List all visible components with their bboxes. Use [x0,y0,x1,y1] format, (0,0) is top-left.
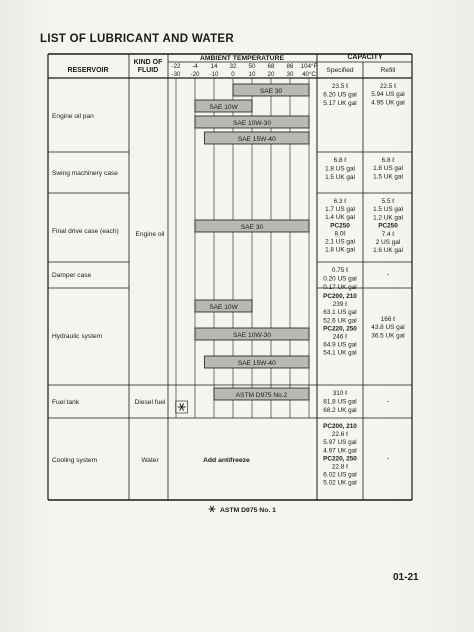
specified-capacity: 81.8 US gal [323,398,357,406]
specified-capacity: PC220, 250 [323,325,357,333]
specified-capacity: 0.20 US gal [323,275,357,283]
temp-tick-f: -4 [192,63,198,70]
specified-capacity: 2.1 US gal [325,238,355,246]
refill-capacity: 6.8 ℓ [381,157,395,164]
reservoir-label: Hydraulic system [52,333,103,340]
specified-capacity: 68.2 UK gal [323,406,357,414]
refill-capacity: 1.5 UK gal [373,173,403,181]
specified-capacity: 6.02 US gal [323,471,357,479]
oil-grade-label: SAE 10W [209,104,238,111]
refill-capacity: 1.2 UK gal [373,214,403,222]
refill-capacity: 36.5 UK gal [371,332,405,340]
reservoir-label: Swing machinery case [52,170,118,177]
oil-grade-label: SAE 10W-30 [233,120,271,127]
refill-capacity: 2 US gal [375,239,401,246]
temp-tick-c: 20 [267,71,275,78]
header-capacity: CAPACITY [347,54,383,61]
reservoir-label: Fuel tank [52,399,80,406]
snowflake-icon [178,404,186,411]
refill-capacity: 1.5 US gal [373,206,403,214]
specified-capacity: 246 ℓ [332,333,348,341]
page-number: 01-21 [393,572,419,583]
page-title: LIST OF LUBRICANT AND WATER [40,33,234,45]
refill-capacity: 22.5 ℓ [379,83,397,90]
temp-tick-c: 0 [231,71,235,78]
oil-grade-label: SAE 15W-40 [237,360,276,367]
temp-tick-f: 14 [210,63,218,70]
reservoir-label: Engine oil pan [52,113,94,120]
specified-capacity: 8.0ℓ [334,230,346,238]
snowflake-icon [209,506,216,512]
temp-tick-c: -20 [190,71,200,78]
specified-capacity: 22.6 ℓ [331,431,349,439]
specified-capacity: 64.9 US gal [323,341,357,349]
specified-capacity: 5.02 UK gal [323,479,357,487]
temp-tick-c: 30 [286,71,294,78]
header-kind-of-fluid: KIND OF [133,59,163,66]
specified-capacity: 310 ℓ [332,390,348,397]
specified-capacity: 1.4 UK gal [325,214,355,222]
specified-capacity: 6.8 ℓ [333,157,347,164]
refill-capacity: 43.8 US gal [371,324,405,332]
refill-capacity: 1.6 UK gal [373,247,403,255]
specified-capacity: PC200, 210 [323,423,357,430]
header-kind-of-fluid: FLUID [137,67,159,74]
specified-capacity: 63.1 US gal [323,309,357,317]
header-refill: Refill [380,67,396,74]
fluid-water: Water [141,457,159,464]
specified-capacity: 4.97 UK gal [323,447,357,455]
temp-tick-f: 32 [229,63,237,70]
specified-capacity: 6.3 ℓ [333,198,347,205]
header-specified: Specified [326,67,354,74]
reservoir-label: Damper case [52,272,92,279]
oil-grade-label: SAE 30 [259,88,283,95]
specified-capacity: 6.20 US gal [323,91,357,99]
specified-capacity: 0.75 ℓ [331,267,349,274]
refill-capacity: - [386,456,390,463]
oil-grade-label: SAE 10W-30 [233,332,271,339]
refill-capacity: 166 ℓ [380,316,396,323]
refill-capacity: 5.5 ℓ [381,198,395,205]
reservoir-label: Cooling system [52,457,98,464]
temp-tick-c: -30 [171,71,181,78]
oil-grade-label: SAE 10W [209,304,238,311]
footnote-astm: ASTM D975 No. 1 [220,507,276,514]
header-ambient-temperature: AMBIENT TEMPERATURE [199,55,285,62]
refill-capacity: - [386,272,390,279]
specified-capacity: 5.97 US gal [323,439,357,447]
specified-capacity: 1.5 UK gal [325,173,355,181]
refill-capacity: 1.8 US gal [373,165,403,173]
temp-tick-f: 104°F [300,63,318,70]
specified-capacity: 5.17 UK gal [323,99,357,107]
reservoir-label: Final drive case (each) [52,228,119,235]
temp-tick-c: 10 [248,71,256,78]
specified-capacity: 22.8 ℓ [331,463,349,471]
refill-capacity: 4.95 UK gal [371,99,405,107]
specified-capacity: 0.17 UK gal [323,283,357,291]
specified-capacity: 1.8 US gal [325,165,355,173]
fluid-engine-oil: Engine oil [135,231,165,238]
temp-tick-f: 50 [248,63,256,70]
temp-tick-c: 40°C [302,71,316,78]
oil-grade-label: SAE 30 [240,224,264,231]
specified-capacity: 52.6 UK gal [323,317,357,325]
refill-capacity: PC250 [378,222,398,230]
fluid-diesel: Diesel fuel [134,399,166,406]
header-reservoir: RESERVOIR [67,67,109,74]
oil-grade-label: SAE 15W-40 [237,136,276,143]
refill-capacity: - [386,398,390,406]
specified-capacity: 239 ℓ [332,301,348,309]
specified-capacity: PC220, 250 [323,455,357,463]
refill-capacity: 5.94 US gal [371,91,405,99]
specified-capacity: PC200, 210 [323,293,357,300]
refill-capacity: 7.4 ℓ [381,230,395,238]
add-antifreeze-note: Add antifreeze [203,457,250,464]
specified-capacity: 23.5 ℓ [331,83,349,90]
temp-tick-f: 68 [267,63,275,70]
temp-tick-f: 86 [286,63,294,70]
specified-capacity: 1.8 UK gal [325,246,355,254]
specified-capacity: 1.7 US gal [325,206,355,214]
temp-tick-c: -10 [209,71,219,78]
oil-grade-label: ASTM D975 No.2 [235,392,288,399]
specified-capacity: 54.1 UK gal [323,349,357,357]
temp-tick-f: -22 [171,63,181,70]
specified-capacity: PC250 [330,222,350,230]
